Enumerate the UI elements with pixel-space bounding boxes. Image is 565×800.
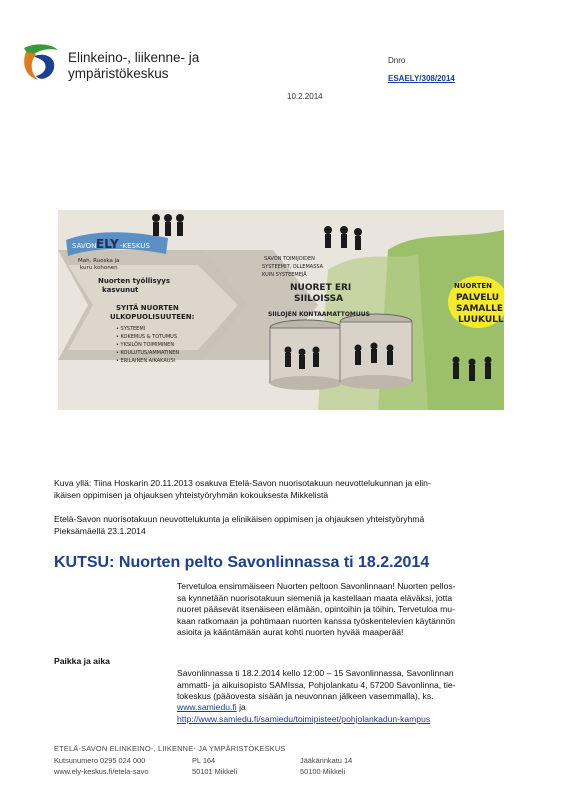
illus-text-savon: SAVON bbox=[72, 242, 97, 250]
place-paragraph bbox=[177, 668, 517, 703]
illus-text-keskus: -KESKUS bbox=[120, 242, 150, 250]
section-heading-place-time: Paikka ja aika bbox=[54, 656, 110, 666]
link-suffix: ja bbox=[236, 702, 246, 712]
illus-text-kasvunut: kasvunut bbox=[102, 286, 139, 294]
illus-text-kuru: kuru kohonen bbox=[80, 265, 118, 271]
image-caption-secondary bbox=[54, 514, 514, 537]
intro-line: asioita ja kääntämään aurat kohti nuorten hyvää maaperää! bbox=[177, 627, 404, 637]
footer-website: www.ely-keskus.fi/etela-savo bbox=[54, 767, 149, 776]
caption-line: Etelä-Savon nuorisotakuun neuvottelukunta ja elinikäisen oppimisen ja ohjauksen yhteistyöryhmä bbox=[54, 514, 425, 524]
illus-text-syita1: SYITÄ NUORTEN bbox=[116, 304, 179, 312]
image-caption bbox=[54, 478, 514, 501]
illus-text-p1: NUORTEN bbox=[454, 282, 492, 290]
place-line: Savonlinnassa ti 18.2.2014 kello 12:00 – 15 Savonlinnassa, Savonlinnan bbox=[177, 668, 454, 678]
illus-text-siilo: SIILOJEN KONTAAMATTOMUUS bbox=[268, 311, 370, 318]
illus-text-nuorten: Nuorten työllisyys bbox=[98, 277, 170, 285]
place-line: tokeskus (pääovesta sisään ja neuvonnan jälkeen vasemmalla), ks. bbox=[177, 691, 434, 701]
illus-text-b2: • KOKEMUS & TOTUMUS bbox=[116, 334, 177, 340]
footer-phone: Kutsunumero 0295 024 000 bbox=[54, 756, 146, 765]
footer-org-name: ETELÄ-SAVON ELINKEINO-, LIIKENNE- JA YMPÄRISTÖKESKUS bbox=[54, 744, 286, 753]
illus-text-p2: PALVELU bbox=[456, 293, 500, 303]
footer-postal-city-2: 50100 Mikkeli bbox=[300, 767, 346, 776]
intro-line: Tervetuloa ensimmäiseen Nuorten peltoon Savonlinnaan! Nuorten pellos- bbox=[177, 581, 456, 591]
illus-text-eri1: NUORET ERI bbox=[290, 283, 352, 293]
illus-text-sav3: KUIN SYSTEEMEJÄ bbox=[262, 272, 307, 278]
graphic-recording-illustration bbox=[58, 210, 504, 410]
illus-text-p4: LUUKULL bbox=[458, 315, 504, 325]
illus-text-sav1: SAVON TOIMIJOIDEN bbox=[264, 256, 315, 262]
illus-text-b1: • SYSTEEMI bbox=[116, 326, 146, 332]
footer-postal-city-1: 50101 Mikkeli bbox=[192, 767, 238, 776]
intro-line: nuoret pääsevät itsenäiseen elämään, opintoihin ja töihin. Tervetuloa mu- bbox=[177, 604, 455, 614]
illus-text-b3: • YKSILÖN TOIMIMINEN bbox=[116, 342, 175, 348]
illus-text-b4: • KOULUTUS/AMMATINEN bbox=[116, 350, 180, 356]
samiedu-link[interactable]: www.samiedu.fi bbox=[177, 702, 237, 712]
ely-logo bbox=[18, 40, 62, 84]
invitation-title: KUTSU: Nuorten pelto Savonlinnassa ti 18.2.2014 bbox=[54, 554, 430, 571]
intro-paragraph bbox=[177, 581, 517, 639]
document-date: 10.2.2014 bbox=[287, 92, 323, 101]
dnro-label: Dnro bbox=[388, 56, 406, 65]
intro-line: kaan ratkomaan ja pohtimaan nuorten kanssa työskentelevien käytännön bbox=[177, 615, 456, 626]
caption-line: Pieksämäellä 23.1.2014 bbox=[54, 525, 146, 536]
illus-text-b5: • ERILAINEN AIKAKAUSI bbox=[116, 358, 176, 364]
intro-line: sa kynnetään nuorisotakuun siemeniä ja kastellaan maata eläväksi, jotta bbox=[177, 592, 453, 603]
illus-text-syita2: ULKOPUOLISUUTEEN: bbox=[110, 313, 195, 321]
link-line bbox=[177, 702, 246, 712]
illus-text-eri2: SIILOISSA bbox=[294, 294, 344, 304]
illus-text-ely: ELY bbox=[96, 237, 119, 251]
org-name-line1: Elinkeino-, liikenne- ja bbox=[68, 50, 200, 65]
footer-po-box: PL 164 bbox=[192, 756, 216, 765]
place-line: ammatti- ja aikuisopisto SAMIssa, Pohjolankatu 4, 57200 Savonlinna, tie- bbox=[177, 679, 456, 690]
dnro-value: ESAELY/308/2014 bbox=[388, 74, 455, 83]
caption-line: Kuva yllä: Tiina Hoskarin 20.11.2013 osakuva Etelä-Savon nuorisotakuun neuvottelukunnan ja elin- bbox=[54, 478, 431, 488]
illus-text-p3: SAMALLE bbox=[456, 304, 503, 314]
campus-link[interactable]: http://www.samiedu.fi/samiedu/toimipisteet/pohjolankadun-kampus bbox=[177, 714, 431, 724]
illus-text-sav2: SYSTEEMIT, OLLEMASSA bbox=[262, 264, 324, 270]
illus-text-mah: Mah. Ruoska ja bbox=[78, 258, 120, 264]
footer-street: Jääkärinkatu 14 bbox=[300, 756, 353, 765]
caption-line: ikäisen oppimisen ja ohjauksen yhteistyöryhmän kokouksesta Mikkelistä bbox=[54, 489, 329, 500]
org-name-line2: ympäristökeskus bbox=[68, 66, 169, 81]
